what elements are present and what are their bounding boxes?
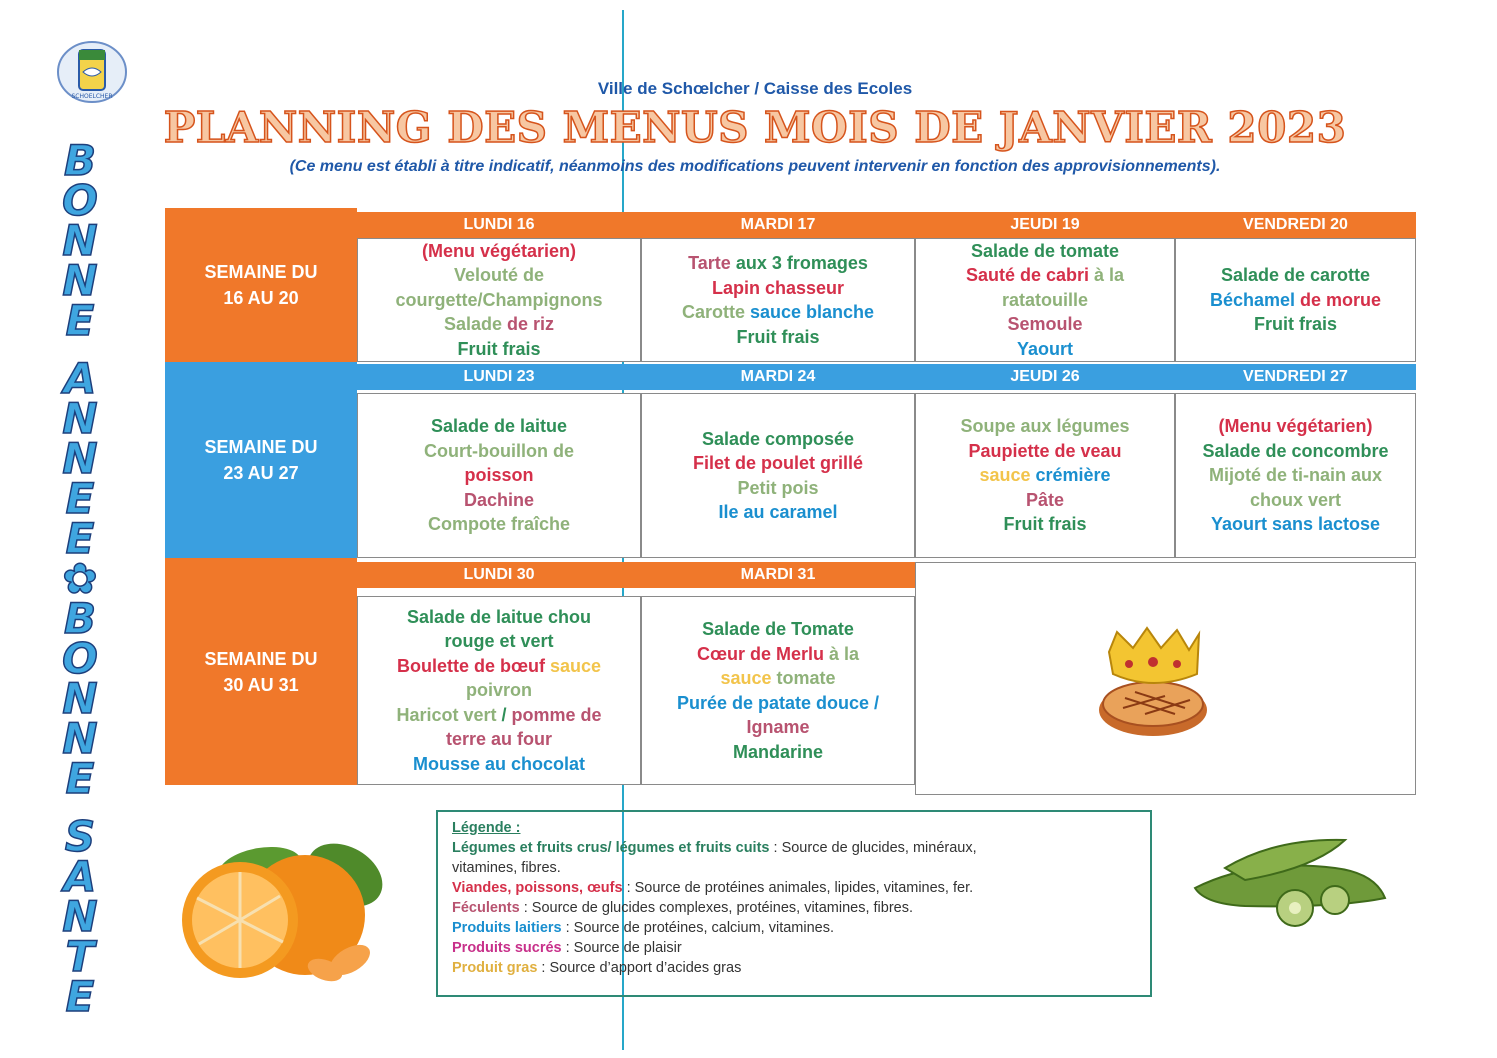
menu-line: Salade de laitue bbox=[430, 416, 568, 437]
banner-letter: N bbox=[62, 216, 98, 265]
legend-box bbox=[436, 810, 1152, 997]
menu-line: courgette/Champignons bbox=[395, 289, 603, 310]
menu-cell bbox=[357, 393, 641, 558]
menu-line: (Menu végétarien) bbox=[1218, 416, 1373, 437]
day-header: MARDI 17 bbox=[641, 212, 915, 238]
banner-letter: A bbox=[63, 852, 97, 901]
okra-icon bbox=[1185, 828, 1390, 938]
disclaimer-note: (Ce menu est établi à titre indicatif, néanmoins des modifications peuvent intervenir en fonction des approvisionnements). bbox=[289, 158, 1221, 175]
legend-item bbox=[452, 898, 1136, 918]
banner-letter: N bbox=[62, 394, 98, 443]
legend-desc: : Source de glucides complexes, protéines, vitamines, fibres. bbox=[519, 900, 913, 916]
banner-letter: ✿ bbox=[62, 554, 98, 603]
legend-desc: : Source de protéines animales, lipides, vitamines, fer. bbox=[622, 880, 974, 896]
banner-letter: B bbox=[63, 136, 96, 185]
week-label bbox=[165, 208, 357, 362]
banner-letter: A bbox=[63, 354, 97, 403]
menu-line: Ile au caramel bbox=[718, 502, 838, 522]
day-header: JEUDI 26 bbox=[915, 364, 1175, 390]
menu-line: Dachine bbox=[463, 489, 535, 510]
organization-subtitle: Ville de Schœlcher / Caisse des Ecoles bbox=[597, 79, 913, 98]
menu-line: Velouté de bbox=[453, 265, 545, 286]
day-header: LUNDI 30 bbox=[357, 562, 641, 588]
day-header: MARDI 31 bbox=[641, 562, 915, 588]
menu-line: Salade de tomate bbox=[970, 240, 1120, 261]
menu-line: Mandarine bbox=[732, 741, 824, 762]
legend-key: Légumes et fruits crus/ légumes et fruits cuits bbox=[452, 840, 770, 856]
legend-desc: : Source d’apport d’acides gras bbox=[537, 960, 742, 976]
menu-line: choux vert bbox=[1249, 489, 1342, 510]
menu-line: terre au four bbox=[445, 729, 553, 750]
day-header: JEUDI 19 bbox=[915, 212, 1175, 238]
menu-cell bbox=[357, 596, 641, 785]
menu-line: Yaourt sans lactose bbox=[1210, 514, 1381, 535]
menu-line: Pâte bbox=[1025, 489, 1065, 510]
legend-item bbox=[452, 878, 1136, 898]
menu-line: Paupiette de veau bbox=[968, 440, 1122, 461]
day-header: MARDI 24 bbox=[641, 364, 915, 390]
menu-line: Compote fraîche bbox=[427, 514, 571, 535]
banner-letter: O bbox=[62, 176, 98, 225]
week-label-line: SEMAINE DU bbox=[204, 437, 318, 457]
menu-line: Fruit frais bbox=[1253, 314, 1337, 335]
menu-line: Fruit frais bbox=[457, 338, 541, 359]
menu-line: Fruit frais bbox=[1003, 514, 1087, 535]
legend-item bbox=[452, 918, 1136, 938]
menu-cell bbox=[641, 238, 915, 362]
menu-line: Petit pois bbox=[737, 477, 819, 498]
banner-letter: N bbox=[62, 714, 98, 763]
menu-cell bbox=[641, 596, 915, 785]
legend-desc: : Source de protéines, calcium, vitamines. bbox=[561, 920, 834, 936]
menu-cell bbox=[915, 393, 1175, 558]
day-header: LUNDI 23 bbox=[357, 364, 641, 390]
menu-line: Fruit frais bbox=[736, 326, 820, 347]
banner-letter: T bbox=[65, 932, 95, 981]
banner-letter: E bbox=[65, 514, 95, 563]
week-label-line: SEMAINE DU bbox=[204, 648, 318, 669]
menu-line: Mijoté de ti-nain aux bbox=[1208, 465, 1382, 486]
menu-line: Court-bouillon de bbox=[424, 440, 574, 461]
menu-line: Salade de Tomate bbox=[702, 619, 854, 639]
menu-line: Tarte aux 3 fromages bbox=[688, 253, 868, 273]
banner-letter: E bbox=[65, 474, 95, 523]
menu-line: Salade de carotte bbox=[1220, 265, 1371, 286]
banner-letter: N bbox=[62, 674, 98, 723]
menu-line: poivron bbox=[466, 680, 532, 701]
legend-key: Viandes, poissons, œufs bbox=[452, 880, 623, 896]
menu-line: Yaourt bbox=[1016, 338, 1073, 359]
banner-letter: N bbox=[62, 892, 98, 941]
menu-line: Soupe aux légumes bbox=[960, 416, 1130, 437]
menu-line: Salade de laitue chou bbox=[406, 606, 592, 627]
legend-key: Produits sucrés bbox=[452, 940, 562, 956]
menu-line: Sauté de cabri à la bbox=[965, 265, 1125, 286]
legend-desc-cont: vitamines, fibres. bbox=[452, 860, 561, 876]
week-label-line: SEMAINE DU bbox=[204, 262, 318, 282]
menu-line: Salade de riz bbox=[443, 314, 555, 335]
menu-line: sauce crémière bbox=[979, 465, 1111, 486]
legend-item bbox=[452, 838, 1136, 858]
menu-line: Cœur de Merlu à la bbox=[696, 643, 860, 664]
menu-cell bbox=[357, 238, 641, 362]
legend-key: Produit gras bbox=[452, 960, 538, 976]
menu-line: rouge et vert bbox=[444, 631, 554, 652]
menu-line: (Menu végétarien) bbox=[421, 240, 577, 261]
legend-desc: : Source de plaisir bbox=[561, 940, 682, 956]
banner-letter: B bbox=[63, 594, 96, 643]
week-label bbox=[165, 558, 357, 785]
menu-line: sauce tomate bbox=[720, 668, 836, 688]
banner-letter: O bbox=[62, 634, 98, 683]
legend-key: Féculents bbox=[452, 900, 520, 916]
menu-line: Lapin chasseur bbox=[711, 277, 845, 298]
menu-line: Carotte sauce blanche bbox=[681, 302, 875, 322]
menu-line: Mousse au chocolat bbox=[412, 753, 586, 774]
menu-line: ratatouille bbox=[1001, 289, 1089, 310]
menu-line: Salade de concombre bbox=[1202, 440, 1389, 461]
menu-line: Boulette de bœuf sauce bbox=[396, 655, 602, 676]
day-header: LUNDI 16 bbox=[357, 212, 641, 238]
mandarin-orange-icon bbox=[165, 820, 400, 990]
legend-item bbox=[452, 958, 1136, 978]
legend-title: Légende : bbox=[452, 820, 521, 836]
banner-letter: S bbox=[64, 812, 96, 861]
week-label-line: 16 AU 20 bbox=[223, 288, 299, 308]
menu-cell bbox=[1175, 238, 1416, 362]
week-label-line: 30 AU 31 bbox=[223, 674, 299, 695]
banner-letter: E bbox=[65, 972, 95, 1021]
menu-line: poisson bbox=[464, 465, 534, 486]
menu-line: Filet de poulet grillé bbox=[692, 453, 863, 473]
legend-key: Produits laitiers bbox=[452, 920, 562, 936]
menu-cell bbox=[1175, 393, 1416, 558]
menu-cell bbox=[915, 238, 1175, 362]
menu-line: Salade composée bbox=[701, 428, 855, 449]
menu-line: Semoule bbox=[1007, 314, 1083, 335]
banner-letter: E bbox=[65, 296, 95, 345]
day-header: VENDREDI 20 bbox=[1175, 212, 1416, 238]
week-label-line: 23 AU 27 bbox=[223, 463, 299, 483]
page-title: PLANNING DES MENUS MOIS DE JANVIER 2023 bbox=[163, 103, 1347, 152]
menu-line: Igname bbox=[746, 717, 810, 737]
day-header: VENDREDI 27 bbox=[1175, 364, 1416, 390]
week-label bbox=[165, 362, 357, 558]
side-banner bbox=[40, 136, 120, 1021]
menu-line: Purée de patate douce / bbox=[676, 692, 880, 713]
svg-text:SCHOELCHER: SCHOELCHER bbox=[71, 93, 113, 100]
legend-item bbox=[452, 938, 1136, 958]
king-cake-crown-icon bbox=[1095, 622, 1215, 742]
menu-line: Béchamel de morue bbox=[1209, 289, 1382, 310]
menu-line: Haricot vert / pomme de bbox=[396, 704, 602, 725]
legend-desc: : Source de glucides, minéraux, bbox=[769, 840, 977, 856]
menu-cell bbox=[641, 393, 915, 558]
banner-letter: E bbox=[65, 754, 95, 803]
banner-letter: N bbox=[62, 434, 98, 483]
banner-letter: N bbox=[62, 256, 98, 305]
